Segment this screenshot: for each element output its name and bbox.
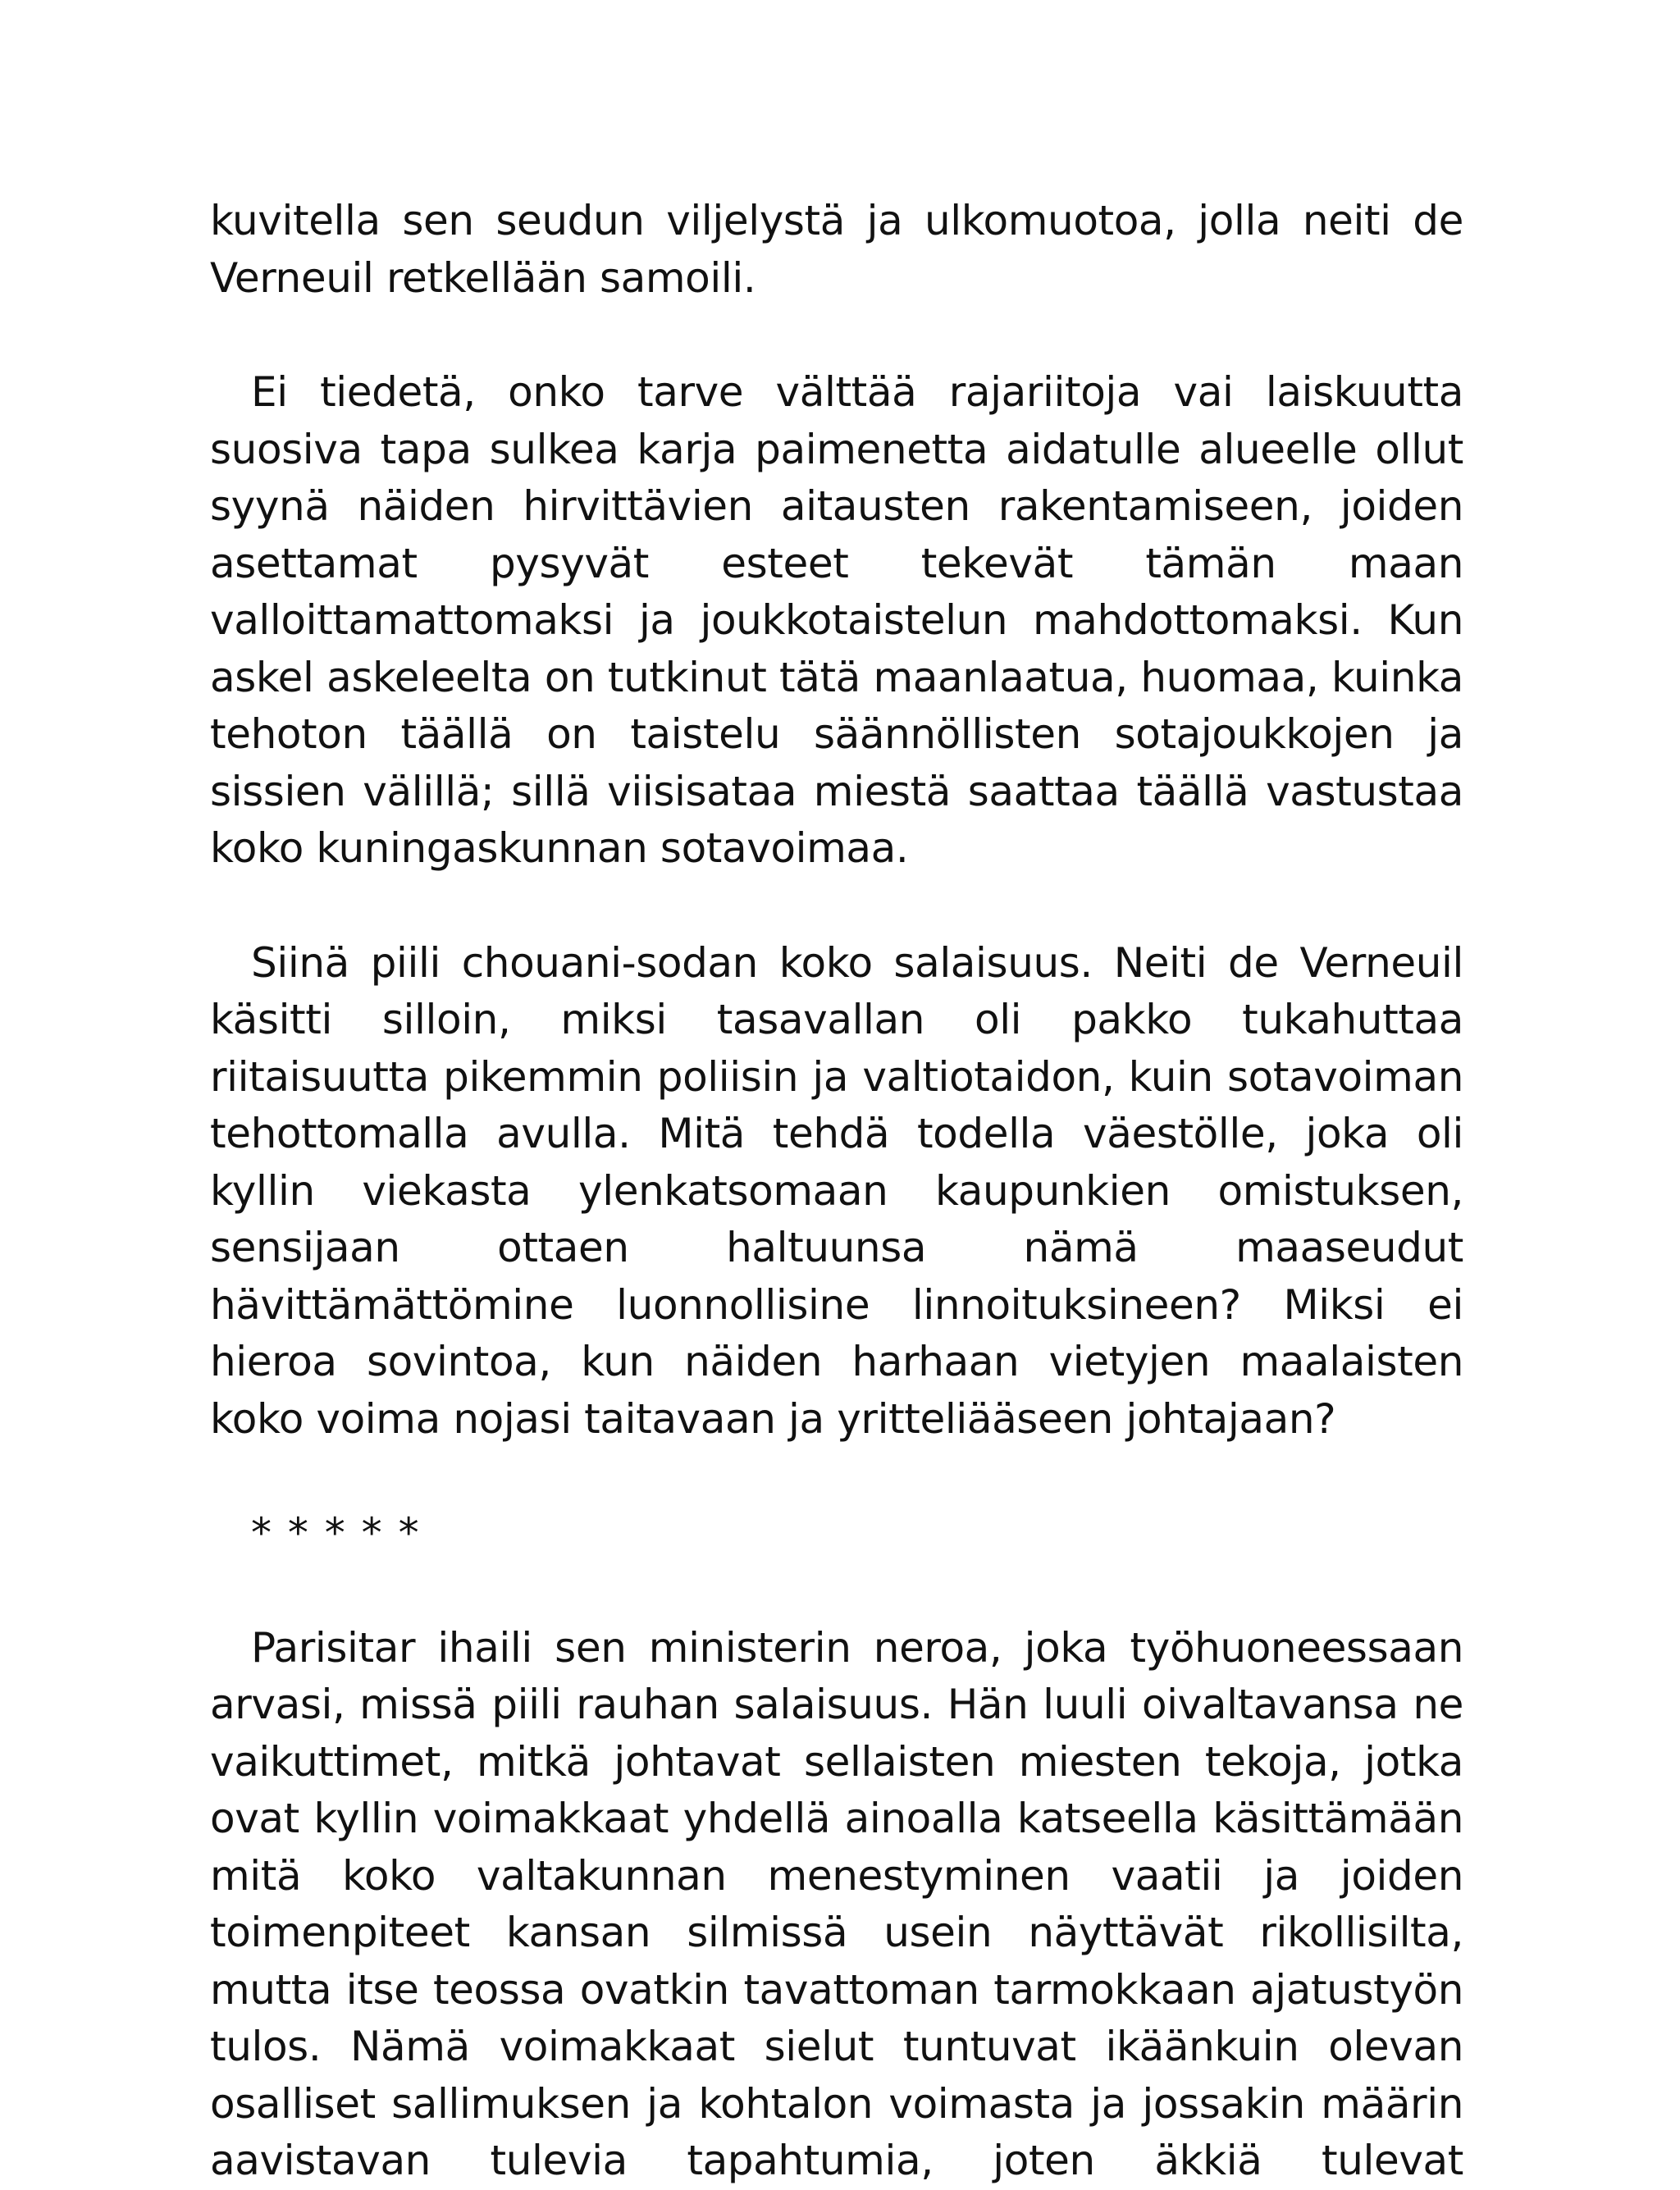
paragraph-2: Ei tiedetä, onko tarve välttää rajariitoja vai laiskuutta suosiva tapa sulkea karja paimenetta aidatulle alueelle ollut syynä näiden hirvittävien aitausten rakentamiseen, joiden asettamat pysyvät esteet tekevät tämän maan valloittamattomaksi ja joukkotaistelun mahdottomaksi. Kun askel askeleelta on tutkinut tätä maanlaatua, huomaa, kuinka tehoton täällä on taistelu säännöllisten sotajoukkojen ja sissien välillä; sillä viisisataa miestä saattaa täällä vastustaa koko kuningaskunnan sotavoimaa. <box>210 368 1463 872</box>
paragraph-3: Siinä piili chouani-sodan koko salaisuus. Neiti de Verneuil käsitti silloin, miksi tasavallan oli pakko tukahuttaa riitaisuutta pikemmin poliisin ja valtiotaidon, kuin sotavoiman tehottomalla avulla. Mitä tehdä todella väestölle, joka oli kyllin viekasta ylenkatsomaan kaupunkien omistuksen, sensijaan ottaen haltuunsa nämä maaseudut hävittämättömine luonnollisine linnoituksineen? Miksi ei hieroa sovintoa, kun näiden harhaan vietyjen maalaisten koko voima nojasi taitavaan ja yritteliääseen johtajaan? <box>210 938 1463 1443</box>
paragraph-4: Parisitar ihaili sen ministerin neroa, joka työhuoneessaan arvasi, missä piili rauhan salaisuus. Hän luuli oivaltavansa ne vaikuttimet, mitkä johtavat sellaisten miesten tekoja, jotka ovat kyllin voimakkaat yhdellä ainoalla katseella käsittämään mitä koko valtakunnan menestyminen vaatii ja joiden toimenpiteet kansan silmissä usein näyttävät rikollisilta, mutta itse teossa ovatkin tavattoman tarmokkaan ajatustyön tulos. Nämä voimakkaat sielut tuntuvat ikäänkuin olevan osalliset sallimuksen ja kohtalon voimasta ja jossakin määrin aavistavan tulevia tapahtumia, joten äkkiä tulevat <box>210 1623 1463 2184</box>
book-page <box>210 193 1463 2190</box>
section-break: * * * * * <box>251 1509 421 1557</box>
paragraph-1: kuvitella sen seudun viljelystä ja ulkomuotoa, jolla neiti de Verneuil retkellään samoili. <box>210 197 1463 302</box>
